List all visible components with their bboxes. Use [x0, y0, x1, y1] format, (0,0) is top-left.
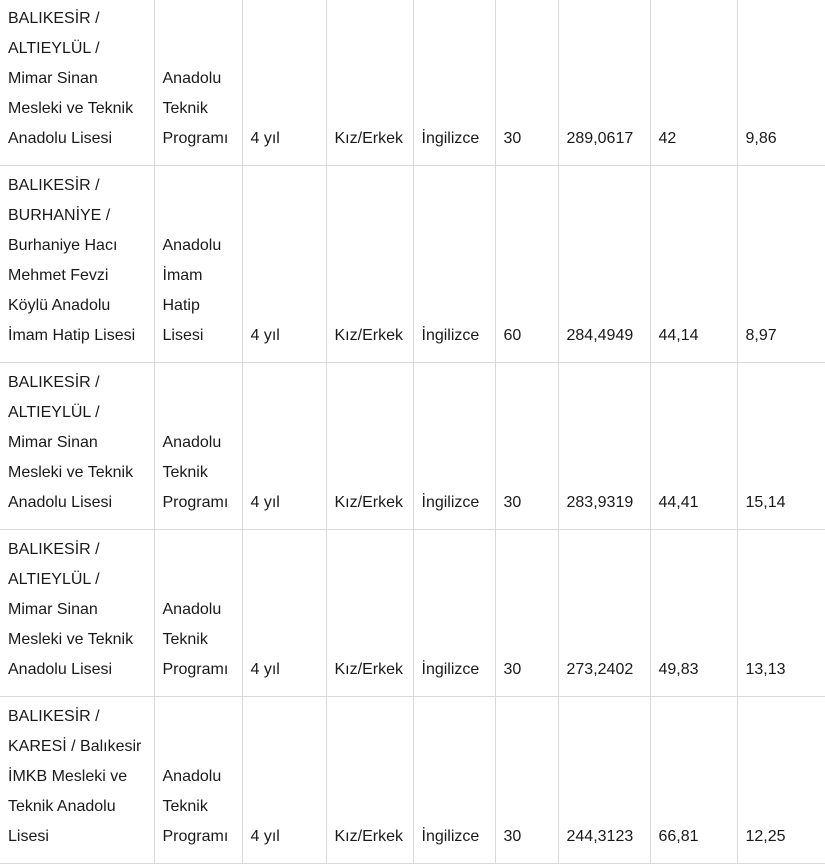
duration-cell: 4 yıl — [242, 530, 326, 697]
quota-cell: 30 — [495, 697, 558, 864]
gender-cell: Kız/Erkek — [326, 166, 413, 363]
percentile-cell: 49,83 — [650, 530, 737, 697]
language-cell: İngilizce — [413, 0, 495, 166]
quota-cell: 30 — [495, 530, 558, 697]
gender-cell: Kız/Erkek — [326, 363, 413, 530]
duration-cell: 4 yıl — [242, 0, 326, 166]
language-cell: İngilizce — [413, 697, 495, 864]
language-cell: İngilizce — [413, 530, 495, 697]
language-cell: İngilizce — [413, 166, 495, 363]
school-cell: BALIKESİR / ALTIEYLÜL / Mimar Sinan Mesleki ve Teknik Anadolu Lisesi — [0, 363, 154, 530]
score-cell: 289,0617 — [558, 0, 650, 166]
last-value-cell: 12,25 — [737, 697, 825, 864]
gender-cell: Kız/Erkek — [326, 530, 413, 697]
table-row — [0, 363, 825, 530]
program-cell: Anadolu İmam Hatip Lisesi — [154, 166, 242, 363]
school-cell: BALIKESİR / ALTIEYLÜL / Mimar Sinan Mesleki ve Teknik Anadolu Lisesi — [0, 530, 154, 697]
gender-cell: Kız/Erkek — [326, 697, 413, 864]
table-row — [0, 0, 825, 166]
percentile-cell: 42 — [650, 0, 737, 166]
table-row — [0, 697, 825, 864]
program-cell: Anadolu Teknik Programı — [154, 530, 242, 697]
table-row — [0, 166, 825, 363]
gender-cell: Kız/Erkek — [326, 0, 413, 166]
last-value-cell: 13,13 — [737, 530, 825, 697]
program-cell: Anadolu Teknik Programı — [154, 363, 242, 530]
percentile-cell: 66,81 — [650, 697, 737, 864]
school-cell: BALIKESİR / BURHANİYE / Burhaniye Hacı Mehmet Fevzi Köylü Anadolu İmam Hatip Lisesi — [0, 166, 154, 363]
score-cell: 284,4949 — [558, 166, 650, 363]
table-row — [0, 530, 825, 697]
last-value-cell: 9,86 — [737, 0, 825, 166]
quota-cell: 30 — [495, 363, 558, 530]
program-cell: Anadolu Teknik Programı — [154, 697, 242, 864]
percentile-cell: 44,41 — [650, 363, 737, 530]
duration-cell: 4 yıl — [242, 697, 326, 864]
score-cell: 244,3123 — [558, 697, 650, 864]
score-cell: 273,2402 — [558, 530, 650, 697]
program-cell: Anadolu Teknik Programı — [154, 0, 242, 166]
language-cell: İngilizce — [413, 363, 495, 530]
quota-cell: 60 — [495, 166, 558, 363]
quota-cell: 30 — [495, 0, 558, 166]
percentile-cell: 44,14 — [650, 166, 737, 363]
school-cell: BALIKESİR / ALTIEYLÜL / Mimar Sinan Mesleki ve Teknik Anadolu Lisesi — [0, 0, 154, 166]
last-value-cell: 15,14 — [737, 363, 825, 530]
duration-cell: 4 yıl — [242, 363, 326, 530]
duration-cell: 4 yıl — [242, 166, 326, 363]
score-cell: 283,9319 — [558, 363, 650, 530]
school-cell: BALIKESİR / KARESİ / Balıkesir İMKB Mesleki ve Teknik Anadolu Lisesi — [0, 697, 154, 864]
last-value-cell: 8,97 — [737, 166, 825, 363]
